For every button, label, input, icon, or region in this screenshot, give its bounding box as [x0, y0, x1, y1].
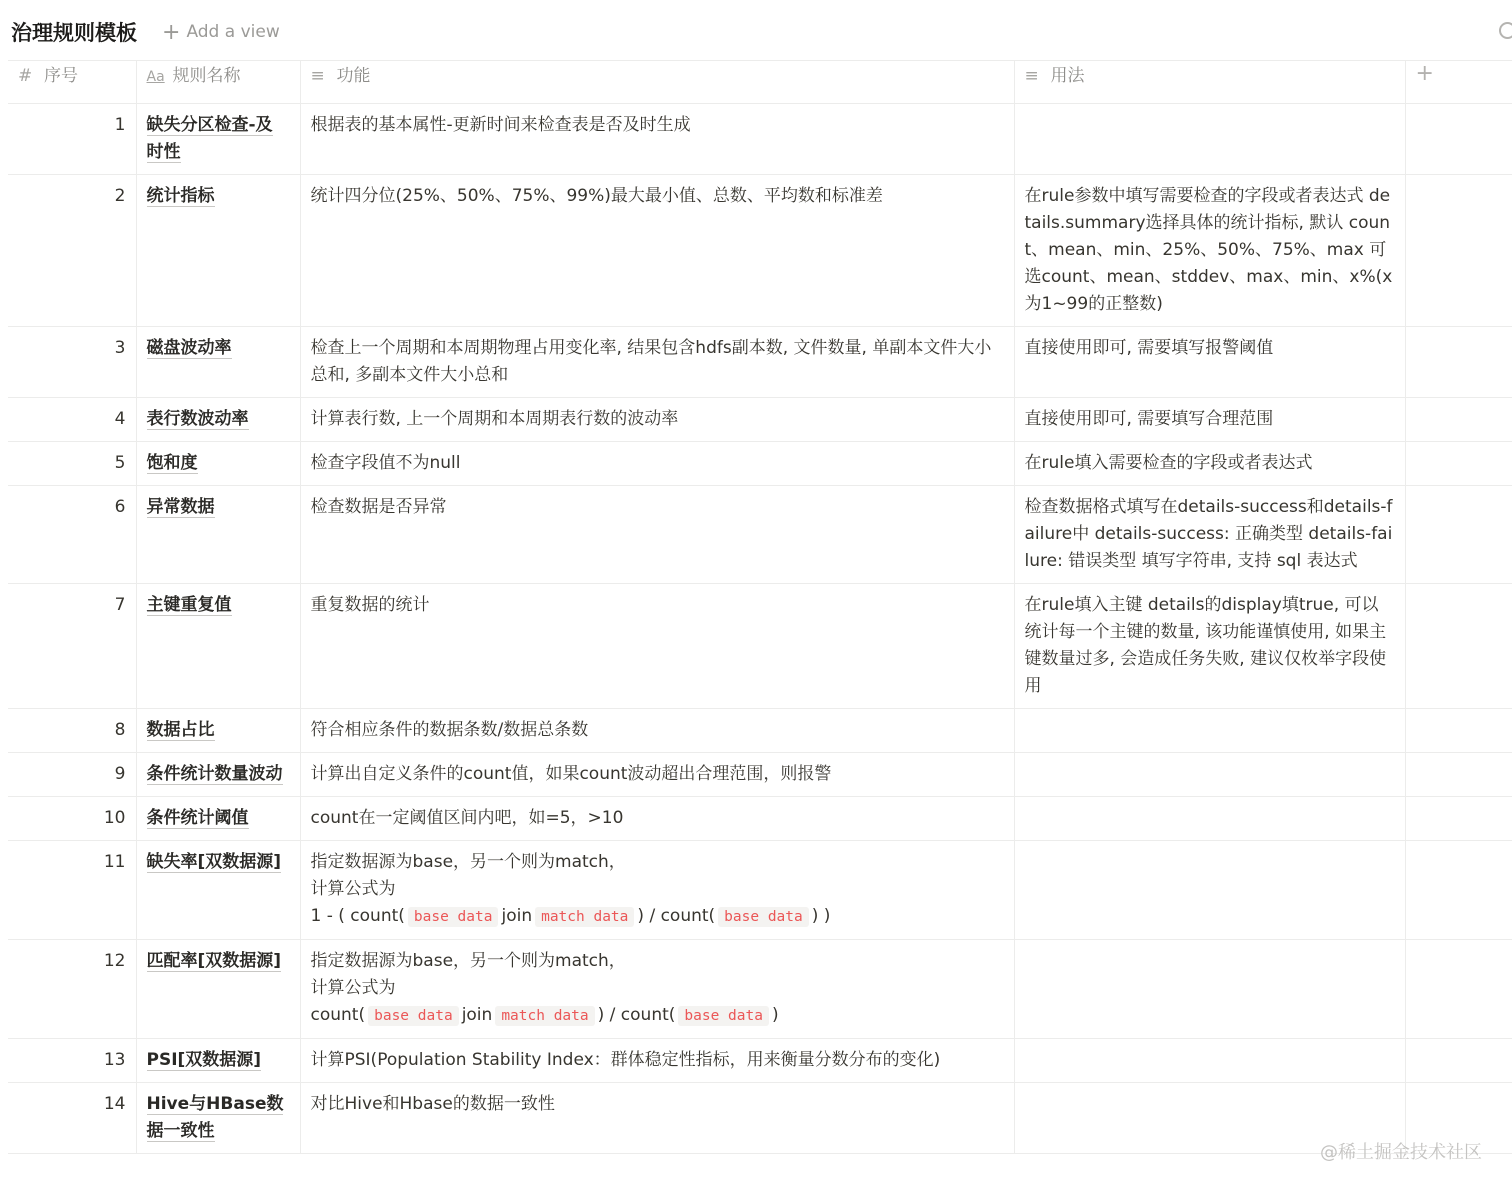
- rule-function: 检查字段值不为null: [300, 442, 1014, 486]
- column-header-usage[interactable]: ≡ 用法: [1014, 61, 1405, 104]
- column-header-number[interactable]: # 序号: [8, 61, 136, 104]
- table-row[interactable]: [8, 327, 1512, 398]
- table-row[interactable]: [8, 398, 1512, 442]
- rule-usage: 在rule参数中填写需要检查的字段或者表达式 details.summary选择具体的统计指标, 默认 count、mean、min、25%、50%、75%、max 可选count、mean、stddev、max、min、x%(x为1~99的正整数): [1014, 175, 1405, 327]
- plus-icon: +: [162, 20, 181, 45]
- rule-name[interactable]: 缺失率[双数据源]: [136, 841, 300, 940]
- table-row[interactable]: [8, 797, 1512, 841]
- rule-usage: [1014, 1039, 1405, 1083]
- rule-function: 符合相应条件的数据条数/数据总条数: [300, 709, 1014, 753]
- rule-name[interactable]: Hive与HBase数据一致性: [136, 1083, 300, 1154]
- rule-usage: [1014, 797, 1405, 841]
- rule-usage: [1014, 709, 1405, 753]
- empty-cell: [1405, 175, 1512, 327]
- number-icon: #: [18, 66, 33, 86]
- text-type-icon: Aa: [146, 69, 165, 85]
- plus-icon: +: [1415, 61, 1434, 86]
- rule-function: [300, 841, 1014, 940]
- row-number: 12: [8, 940, 136, 1039]
- inline-code: base data: [718, 907, 809, 927]
- rule-usage: 检查数据格式填写在details-success和details-failure中 details-success: 正确类型 details-failure: 错误类型 填写字符串, 支持 sql 表达式: [1014, 486, 1405, 584]
- rule-name[interactable]: 磁盘波动率: [136, 327, 300, 398]
- rule-function: 统计四分位(25%、50%、75%、99%)最大最小值、总数、平均数和标准差: [300, 175, 1014, 327]
- empty-cell: [1405, 442, 1512, 486]
- table-row[interactable]: [8, 1083, 1512, 1154]
- rule-function: 计算表行数, 上一个周期和本周期表行数的波动率: [300, 398, 1014, 442]
- rule-function: 重复数据的统计: [300, 584, 1014, 709]
- empty-cell: [1405, 841, 1512, 940]
- column-header-function[interactable]: ≡ 功能: [300, 61, 1014, 104]
- watermark: @稀土掘金技术社区: [1320, 1142, 1482, 1163]
- row-number: 7: [8, 584, 136, 709]
- rule-function: 计算PSI(Population Stability Index：群体稳定性指标，用来衡量分数分布的变化): [300, 1039, 1014, 1083]
- rule-name[interactable]: 异常数据: [136, 486, 300, 584]
- rule-name[interactable]: 表行数波动率: [136, 398, 300, 442]
- rule-name[interactable]: PSI[双数据源]: [136, 1039, 300, 1083]
- row-number: 1: [8, 104, 136, 175]
- empty-cell: [1405, 584, 1512, 709]
- rule-usage: 在rule填入主键 details的display填true, 可以统计每一个主键的数量, 该功能谨慎使用, 如果主键数量过多, 会造成任务失败, 建议仅枚举字段使用: [1014, 584, 1405, 709]
- row-number: 3: [8, 327, 136, 398]
- inline-code: match data: [535, 907, 634, 927]
- rule-name[interactable]: 饱和度: [136, 442, 300, 486]
- rule-function: 对比Hive和Hbase的数据一致性: [300, 1083, 1014, 1154]
- inline-code: base data: [408, 907, 499, 927]
- table-row[interactable]: [8, 753, 1512, 797]
- function-line: 指定数据源为base，另一个则为match，: [310, 951, 626, 971]
- table-row[interactable]: [8, 442, 1512, 486]
- table-row[interactable]: [8, 486, 1512, 584]
- row-number: 2: [8, 175, 136, 327]
- row-number: 13: [8, 1039, 136, 1083]
- table-row[interactable]: [8, 584, 1512, 709]
- page-title: 治理规则模板: [11, 21, 137, 45]
- rule-usage: [1014, 940, 1405, 1039]
- header-row: [8, 61, 1512, 104]
- rule-usage: [1014, 104, 1405, 175]
- rule-name[interactable]: 条件统计数量波动: [136, 753, 300, 797]
- add-column-button[interactable]: [1405, 61, 1512, 104]
- row-number: 9: [8, 753, 136, 797]
- inline-code: base data: [678, 1006, 769, 1026]
- table-row[interactable]: [8, 1039, 1512, 1083]
- table-row[interactable]: [8, 940, 1512, 1039]
- row-number: 4: [8, 398, 136, 442]
- empty-cell: [1405, 398, 1512, 442]
- rule-usage: [1014, 753, 1405, 797]
- lines-icon: ≡: [1024, 66, 1039, 86]
- row-number: 10: [8, 797, 136, 841]
- top-bar: [0, 0, 1512, 60]
- empty-cell: [1405, 940, 1512, 1039]
- empty-cell: [1405, 753, 1512, 797]
- empty-cell: [1405, 709, 1512, 753]
- rule-name[interactable]: 数据占比: [136, 709, 300, 753]
- table-row[interactable]: [8, 175, 1512, 327]
- empty-cell: [1405, 327, 1512, 398]
- inline-code: match data: [495, 1006, 594, 1026]
- row-number: 14: [8, 1083, 136, 1154]
- row-number: 6: [8, 486, 136, 584]
- add-view-label: Add a view: [186, 22, 280, 42]
- empty-cell: [1405, 797, 1512, 841]
- rule-function: count在一定阈值区间内吧，如=5，>10: [300, 797, 1014, 841]
- formula-line: count( base data join match data ) / count( base data ): [310, 1005, 779, 1025]
- function-line: 指定数据源为base，另一个则为match，: [310, 852, 626, 872]
- rule-name[interactable]: 条件统计阈值: [136, 797, 300, 841]
- row-number: 8: [8, 709, 136, 753]
- rules-table: [8, 60, 1512, 1154]
- rule-function: 检查上一个周期和本周期物理占用变化率, 结果包含hdfs副本数, 文件数量, 单副本文件大小总和, 多副本文件大小总和: [300, 327, 1014, 398]
- rule-name[interactable]: 缺失分区检查-及时性: [136, 104, 300, 175]
- column-header-rule-name[interactable]: Aa 规则名称: [136, 61, 300, 104]
- rule-usage: [1014, 841, 1405, 940]
- table-row[interactable]: [8, 841, 1512, 940]
- empty-cell: [1405, 486, 1512, 584]
- rule-name[interactable]: 主键重复值: [136, 584, 300, 709]
- rule-function: [300, 940, 1014, 1039]
- function-line: 计算公式为: [310, 879, 396, 899]
- rule-name[interactable]: 匹配率[双数据源]: [136, 940, 300, 1039]
- empty-cell: [1405, 1039, 1512, 1083]
- rule-usage: 在rule填入需要检查的字段或者表达式: [1014, 442, 1405, 486]
- function-line: 计算公式为: [310, 978, 396, 998]
- row-number: 5: [8, 442, 136, 486]
- table-row[interactable]: [8, 709, 1512, 753]
- empty-cell: [1405, 104, 1512, 175]
- row-number: 11: [8, 841, 136, 940]
- rule-usage: 直接使用即可, 需要填写合理范围: [1014, 398, 1405, 442]
- search-icon[interactable]: [1499, 22, 1512, 39]
- rule-function: 检查数据是否异常: [300, 486, 1014, 584]
- table-row[interactable]: [8, 104, 1512, 175]
- rule-usage: 直接使用即可, 需要填写报警阈值: [1014, 327, 1405, 398]
- formula-line: 1 - ( count( base data join match data ) / count( base data ) ): [310, 906, 831, 926]
- inline-code: base data: [368, 1006, 459, 1026]
- add-view-button[interactable]: [162, 20, 280, 45]
- lines-icon: ≡: [310, 66, 325, 86]
- rule-name[interactable]: 统计指标: [136, 175, 300, 327]
- rule-function: 根据表的基本属性-更新时间来检查表是否及时生成: [300, 104, 1014, 175]
- rule-function: 计算出自定义条件的count值，如果count波动超出合理范围，则报警: [300, 753, 1014, 797]
